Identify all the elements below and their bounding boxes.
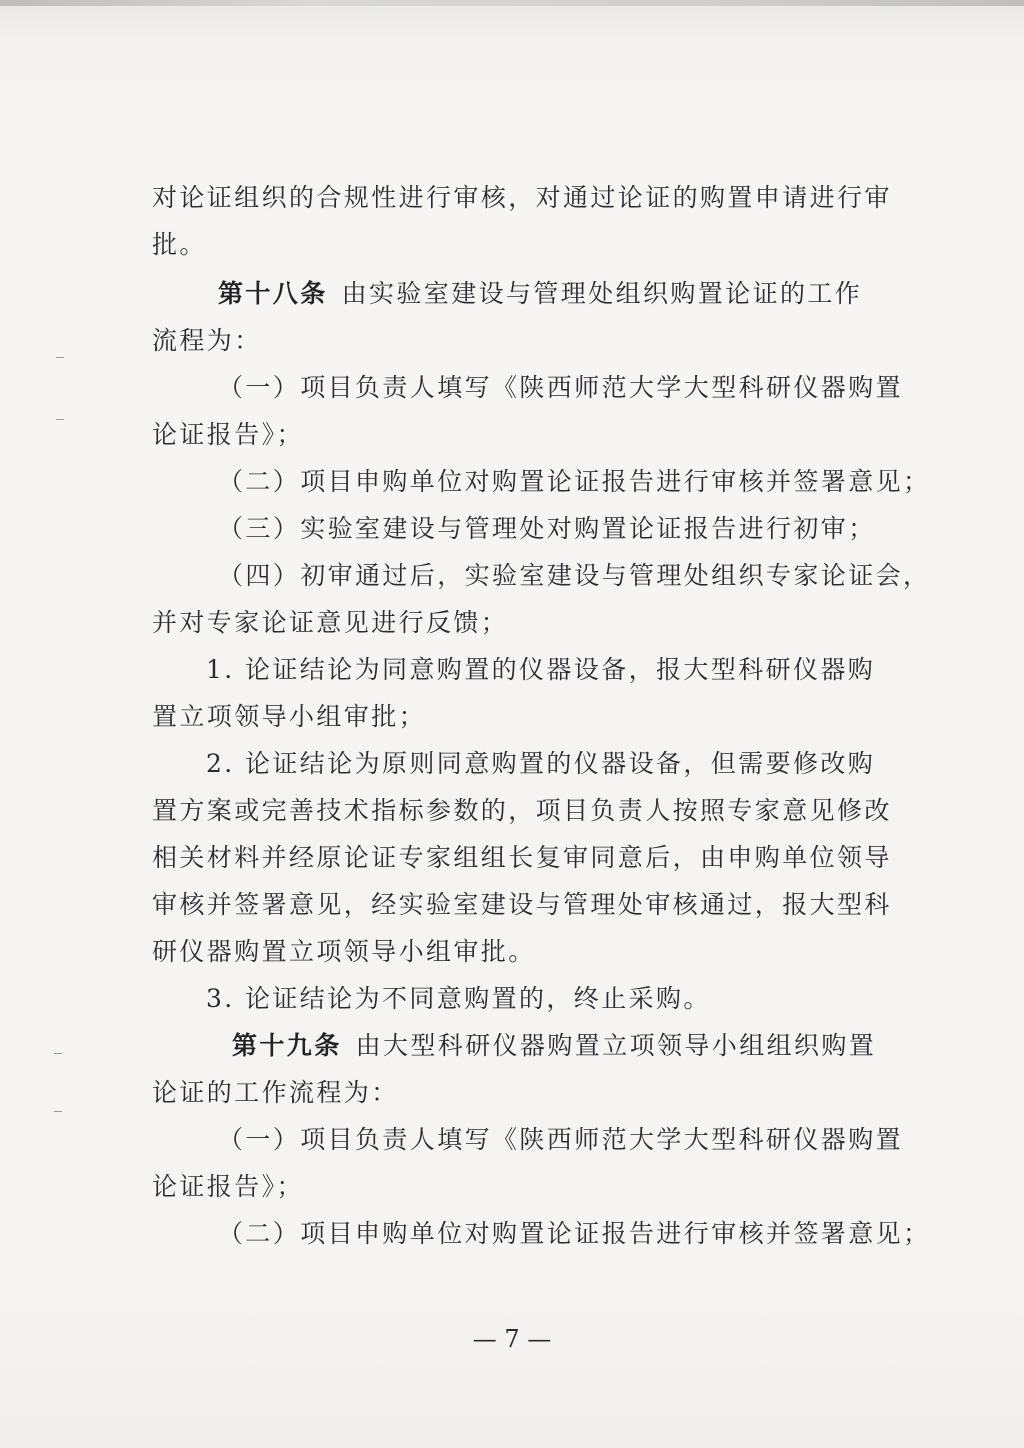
body-text-line: （一）项目负责人填写《陕西师范大学大型科研仪器购置: [218, 373, 904, 402]
body-text-line: 研仪器购置立项领导小组审批。: [152, 937, 536, 966]
body-text-line: 由实验室建设与管理处组织购置论证的工作: [341, 279, 863, 308]
body-text-line: （三）实验室建设与管理处对购置论证报告进行初审；: [218, 514, 876, 543]
body-text-line: 对论证组织的合规性进行审核，对通过论证的购置申请进行审: [152, 183, 892, 212]
body-text-line: （一）项目负责人填写《陕西师范大学大型科研仪器购置: [218, 1125, 904, 1154]
body-text-line: 并对专家论证意见进行反馈；: [152, 608, 509, 637]
page-number: — 7 —: [472, 1325, 552, 1353]
body-text-line: 相关材料并经原论证专家组组长复审同意后，由申购单位领导: [152, 843, 892, 872]
article-19-line: [232, 1028, 876, 1064]
body-text-line: 置立项领导小组审批；: [152, 702, 427, 731]
body-text-line: （二）项目申购单位对购置论证报告进行审核并签署意见；: [218, 1219, 931, 1248]
body-text-line: 3. 论证结论为不同意购置的，终止采购。: [206, 984, 711, 1013]
body-text-line: 置方案或完善技术指标参数的，项目负责人按照专家意见修改: [152, 796, 892, 825]
body-text-line: 1. 论证结论为同意购置的仪器设备，报大型科研仪器购: [206, 655, 876, 684]
body-text-line: 流程为：: [152, 326, 262, 355]
body-text-line: 审核并签署意见，经实验室建设与管理处审核通过，报大型科: [152, 890, 892, 919]
scan-speck: [56, 357, 64, 358]
body-text-line: 论证报告》；: [152, 420, 304, 449]
body-text-line: 2. 论证结论为原则同意购置的仪器设备，但需要修改购: [206, 749, 876, 778]
scan-speck: [54, 1111, 62, 1112]
body-text-line: 论证报告》；: [152, 1172, 304, 1201]
scan-top-edge: [0, 0, 1024, 6]
body-text-line: 由大型科研仪器购置立项领导小组组织购置: [355, 1031, 877, 1060]
body-text-line: 论证的工作流程为：: [152, 1078, 399, 1107]
article-19-heading: 第十九条: [232, 1031, 342, 1060]
article-18-line: [218, 276, 862, 312]
article-18-heading: 第十八条: [218, 279, 328, 308]
body-text-line: （二）项目申购单位对购置论证报告进行审核并签署意见；: [218, 467, 931, 496]
scan-speck: [56, 419, 64, 420]
body-text-line: 批。: [152, 230, 207, 259]
body-text-line: （四）初审通过后，实验室建设与管理处组织专家论证会，: [218, 561, 931, 590]
scan-speck: [54, 1053, 62, 1054]
